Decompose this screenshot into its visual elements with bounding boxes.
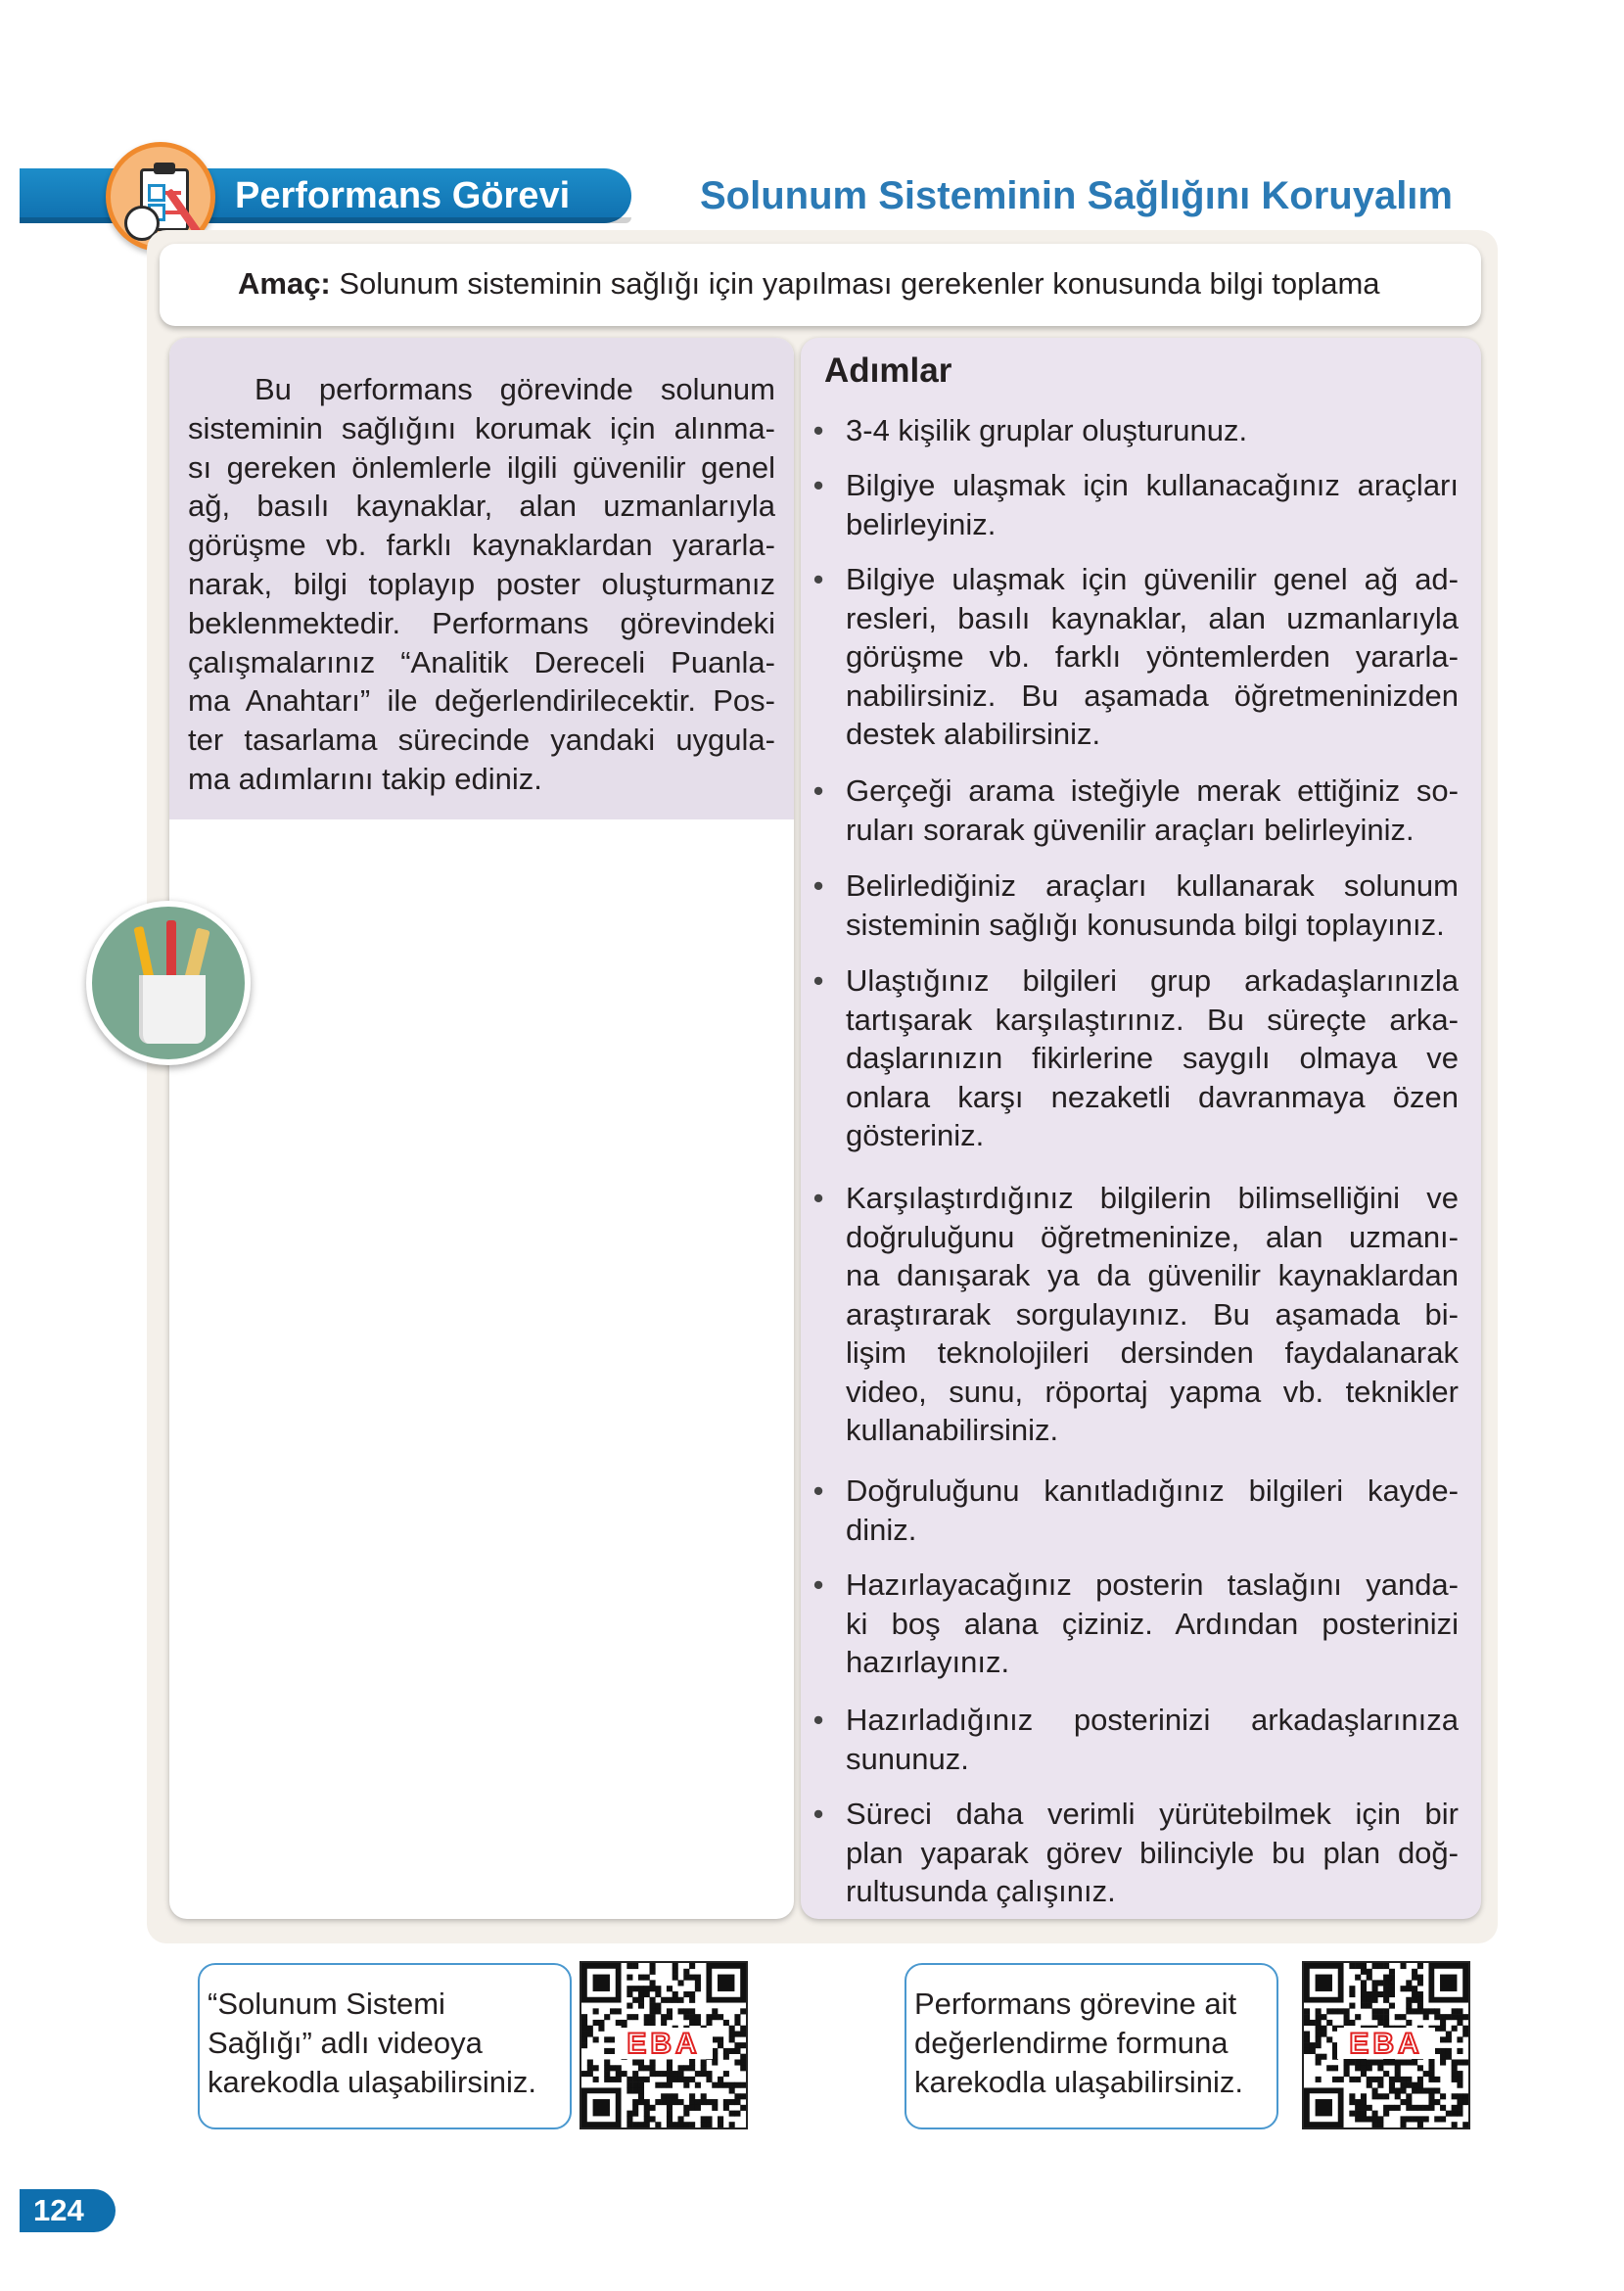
step-line: Belirlediğiniz araçları kullanarak solunum	[846, 868, 1459, 903]
step-line: doğruluğunu öğretmeninize, alan uzmanı-	[846, 1219, 1459, 1254]
step-line: ki boş alana çiziniz. Ardından posterinizi	[846, 1606, 1459, 1641]
caption-line: karekodla ulaşabilirsiniz.	[208, 2065, 536, 2099]
step-line: Hazırlayacağınız posterin taslağını yanda-	[846, 1567, 1459, 1602]
step-text	[846, 560, 1459, 754]
step-line: lişim teknolojileri dersinden faydalanarak	[846, 1335, 1459, 1370]
goal-label: Amaç:	[238, 266, 331, 301]
step-line: hazırlayınız.	[846, 1645, 1010, 1679]
step-line: Ulaştığınız bilgileri grup arkadaşlarınızla	[846, 963, 1459, 998]
step-text	[846, 1179, 1459, 1450]
page-number: 124	[20, 2189, 116, 2232]
bullet-icon: •	[812, 413, 824, 447]
goal-statement	[238, 262, 1380, 305]
step-line: Bilgiye ulaşmak için kullanacağınız araçları	[846, 468, 1459, 502]
step-line: Gerçeği arama isteğiyle merak ettiğiniz so-	[846, 773, 1459, 808]
step-text	[846, 1701, 1459, 1778]
bullet-icon: •	[812, 1181, 824, 1215]
step-line: onlara karşı nezaketli davranmaya özen	[846, 1079, 1459, 1114]
step-line: Bilgiye ulaşmak için güvenilir genel ağ ad-	[846, 562, 1459, 596]
caption-line: “Solunum Sistemi	[208, 1987, 445, 2021]
intro-line: görüşme vb. farklı kaynaklardan yararla-	[188, 528, 775, 563]
step-text	[846, 771, 1459, 849]
step-line: diniz.	[846, 1512, 917, 1547]
caption-line: karekodla ulaşabilirsiniz.	[914, 2065, 1243, 2099]
intro-line: ter tasarlama sürecinde yandaki uygula-	[188, 723, 775, 758]
step-text	[846, 466, 1459, 543]
intro-line: çalışmalarınız “Analitik Dereceli Puanla-	[188, 644, 775, 679]
bullet-icon: •	[812, 468, 824, 502]
step-line: araştırarak sorgulayınız. Bu aşamada bi-	[846, 1296, 1459, 1332]
step-line: görüşme vb. farklı yöntemlerden yararla-	[846, 639, 1459, 674]
step-text	[846, 961, 1459, 1155]
step-line: belirleyiniz.	[846, 506, 997, 541]
bullet-icon: •	[812, 1797, 824, 1831]
intro-line: ağ, basılı kaynaklar, alan uzmanlarıyla	[188, 489, 775, 524]
eba-logo: EBA	[626, 2028, 701, 2060]
intro-line: sisteminin sağlığını korumak için alınma-	[188, 410, 775, 445]
step-text	[846, 1566, 1459, 1682]
form-qr-code[interactable]	[1302, 1961, 1470, 2129]
step-line: Karşılaştırdığınız bilgilerin bilimselliğini ve	[846, 1181, 1459, 1215]
step-line: tartışarak karşılaştırınız. Bu süreçte arka-	[846, 1002, 1459, 1037]
bullet-icon: •	[812, 963, 824, 998]
step-text	[846, 1795, 1459, 1911]
video-qr-caption	[208, 1985, 536, 2102]
section-label: Performans Görevi	[235, 175, 571, 216]
step-line: nabilirsiniz. Bu aşamada öğretmeninizden	[846, 678, 1459, 713]
bullet-icon: •	[812, 1567, 824, 1602]
intro-line: beklenmektedir. Performans görevindeki	[188, 605, 775, 640]
bullet-icon: •	[812, 773, 824, 808]
form-qr-caption	[914, 1985, 1243, 2102]
eba-logo: EBA	[1349, 2028, 1423, 2060]
step-line: resleri, basılı kaynaklar, alan uzmanlarıyla	[846, 600, 1459, 635]
step-line: plan yaparak görev bilinciyle bu plan doğ-	[846, 1835, 1459, 1870]
step-line: gösteriniz.	[846, 1118, 985, 1152]
step-text	[846, 866, 1459, 944]
step-line: rultusunda çalışınız.	[846, 1874, 1116, 1908]
step-line: video, sunu, röportaj yapma vb. teknikler	[846, 1374, 1459, 1409]
step-line: daşlarınızın fikirlerine saygılı olmaya ve	[846, 1041, 1459, 1075]
steps-heading: Adımlar	[824, 351, 952, 390]
step-line: 3-4 kişilik gruplar oluşturunuz.	[846, 413, 1248, 447]
caption-line: Performans görevine ait	[914, 1987, 1237, 2021]
intro-line: narak, bilgi toplayıp poster oluşturmanız	[188, 566, 775, 601]
goal-text: Solunum sisteminin sağlığı için yapılması gerekenler konusunda bilgi toplama	[330, 266, 1380, 301]
step-line: kullanabilirsiniz.	[846, 1413, 1059, 1447]
bullet-icon: •	[812, 1473, 824, 1508]
step-line: Süreci daha verimli yürütebilmek için bir	[846, 1797, 1459, 1831]
intro-line: Bu performans görevinde solunum	[255, 372, 775, 406]
step-line: Hazırladığınız posterinizi arkadaşlarınıza	[846, 1703, 1459, 1737]
video-qr-code[interactable]	[580, 1961, 748, 2129]
step-line: na danışarak ya da güvenilir kaynaklardan	[846, 1258, 1459, 1292]
step-line: ruları sorarak güvenilir araçları belirleyiniz.	[846, 812, 1415, 847]
intro-line: ma adımlarını takip ediniz.	[188, 761, 542, 796]
intro-line: ma Anahtarı” ile değerlendirilecektir. Pos-	[188, 683, 775, 719]
caption-line: değerlendirme formuna	[914, 2026, 1229, 2060]
step-text	[846, 1472, 1459, 1549]
step-line: destek alabilirsiniz.	[846, 717, 1101, 751]
intro-paragraph	[188, 370, 775, 799]
caption-line: Sağlığı” adlı videoya	[208, 2026, 483, 2060]
step-line: sununuz.	[846, 1741, 969, 1776]
bullet-icon: •	[812, 868, 824, 903]
intro-line: sı gereken önlemlerle ilgili güvenilir genel	[188, 449, 775, 485]
step-line: Doğruluğunu kanıtladığınız bilgileri kayde-	[846, 1473, 1459, 1508]
step-line: sisteminin sağlığı konusunda bilgi toplayınız.	[846, 907, 1445, 942]
bullet-icon: •	[812, 562, 824, 596]
bullet-icon: •	[812, 1703, 824, 1737]
step-text	[846, 411, 1459, 450]
page-title: Solunum Sisteminin Sağlığını Koruyalım	[700, 174, 1453, 217]
pencil-cup-icon	[86, 901, 251, 1065]
